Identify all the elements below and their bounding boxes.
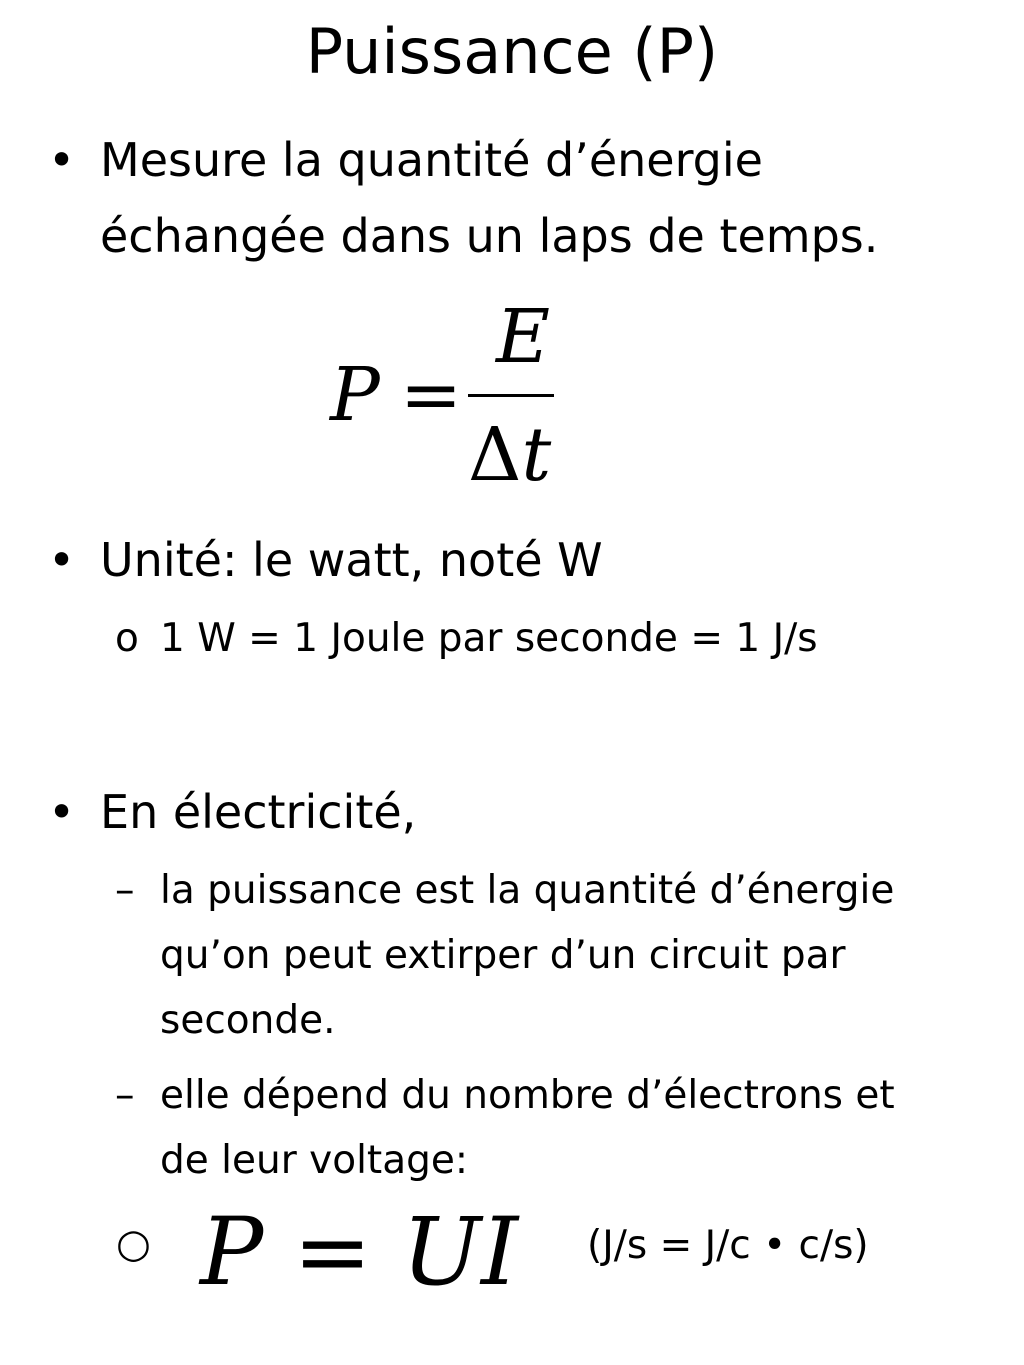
formula-equals: = [400, 352, 463, 438]
bullet-icon: • [48, 785, 76, 839]
fraction-bar [468, 394, 554, 397]
bullet-icon: • [48, 533, 76, 587]
sub-bullet-text: seconde. [160, 998, 336, 1043]
sub-bullet-text: de leur voltage: [160, 1138, 468, 1183]
bullet-text: Mesure la quantité d’énergie [100, 133, 763, 187]
bullet-text: En électricité, [100, 785, 417, 839]
dash-bullet-icon: – [115, 868, 135, 913]
formula-ui: UI [401, 1198, 519, 1307]
formula-denominator [468, 412, 551, 498]
unit-note: (J/s = J/c • c/s) [587, 1223, 869, 1268]
bullet-text: échangée dans un laps de temps. [100, 209, 879, 263]
time-variable: t [521, 412, 552, 498]
sub-bullet-text: la puissance est la quantité d’énergie [160, 868, 895, 913]
circle-bullet-icon: ○ [116, 1221, 151, 1267]
circle-bullet-icon: o [115, 616, 139, 661]
formula-p: P [330, 352, 380, 438]
formula-p: P [200, 1198, 264, 1307]
dash-bullet-icon: – [115, 1073, 135, 1118]
slide-title: Puissance (P) [305, 15, 719, 88]
delta-symbol: Δ [468, 412, 522, 498]
sub-bullet-text: qu’on peut extirper d’un circuit par [160, 933, 846, 978]
power-voltage-current-formula [200, 1198, 518, 1308]
sub-bullet-text: 1 W = 1 Joule par seconde = 1 J/s [160, 616, 818, 661]
formula-numerator: E [495, 294, 551, 380]
formula-equals: = [263, 1198, 402, 1307]
sub-bullet-text: elle dépend du nombre d’électrons et [160, 1073, 895, 1118]
bullet-text: Unité: le watt, noté W [100, 533, 603, 587]
bullet-icon: • [48, 133, 76, 187]
